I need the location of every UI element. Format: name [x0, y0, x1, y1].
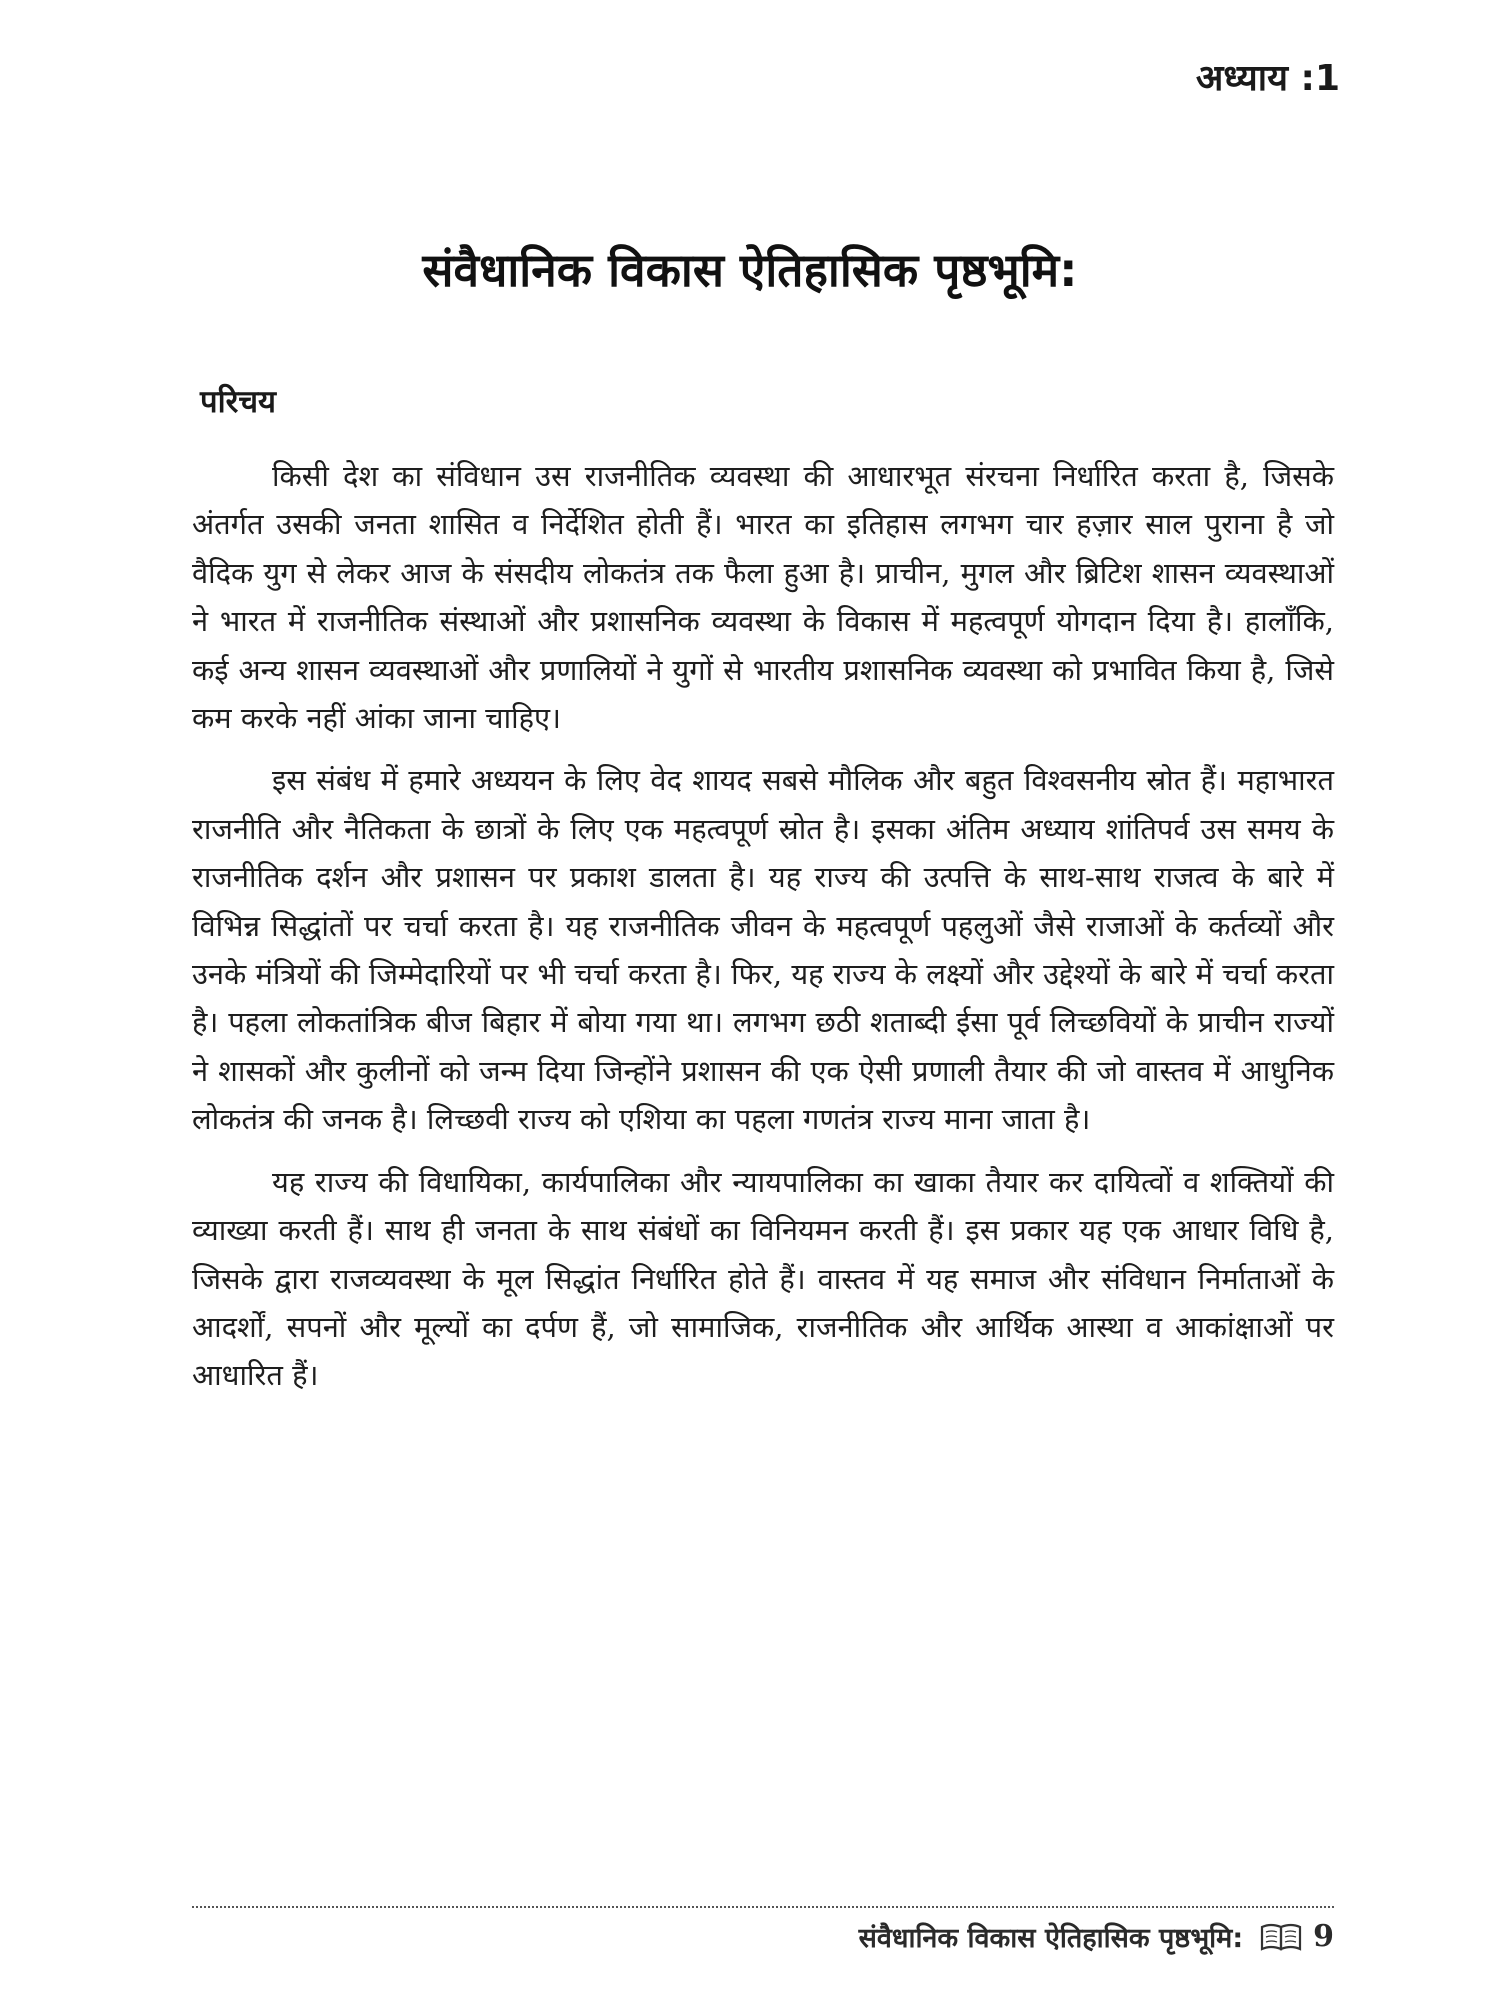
paragraph-2: इस संबंध में हमारे अध्ययन के लिए वेद शायद सबसे मौलिक और बहुत विश्वसनीय स्रोत हैं। महाभारत राजनीति और नैतिकता के छात्रों के लिए एक महत्वपूर्ण स्रोत है। इसका अंतिम अध्याय शांतिपर्व उस समय के राजनीतिक दर्शन और प्रशासन पर प्रकाश डालता है। यह राज्य की उत्पत्ति के साथ-साथ राजत्व के बारे में विभिन्न सिद्धांतों पर चर्चा करता है। यह राजनीतिक जीवन के महत्वपूर्ण पहलुओं जैसे राजाओं के कर्तव्यों और उनके मंत्रियों की जिम्मेदारियों पर भी चर्चा करता है। फिर, यह राज्य के लक्ष्यों और उद्देश्यों के बारे में चर्चा करता है। पहला लोकतांत्रिक बीज बिहार में बोया गया था। लगभग छठी शताब्दी ईसा पूर्व लिच्छवियों के प्राचीन राज्यों ने शासकों और कुलीनों को जन्म दिया जिन्होंने प्रशासन की एक ऐसी प्रणाली तैयार की जो वास्तव में आधुनिक लोकतंत्र की जनक है। लिच्छवी राज्य को एशिया का पहला गणतंत्र राज्य माना जाता है।	[192, 763, 1334, 1137]
footer-divider	[192, 1906, 1334, 1908]
page-number: 9	[1313, 1919, 1334, 1954]
chapter-label: अध्याय :1	[1195, 58, 1340, 99]
footer-running-title: संवैधानिक विकास ऐतिहासिक पृष्ठभूमि:	[858, 1923, 1244, 1954]
section-heading: परिचय	[200, 384, 276, 420]
paragraph-1: किसी देश का संविधान उस राजनीतिक व्यवस्था की आधारभूत संरचना निर्धारित करता है, जिसके अंतर्गत उसकी जनता शासित व निर्देशित होती हैं। भारत का इतिहास लगभग चार हज़ार साल पुराना है जो वैदिक युग से लेकर आज के संसदीय लोकतंत्र तक फैला हुआ है। प्राचीन, मुगल और ब्रिटिश शासन व्यवस्थाओं ने भारत में राजनीतिक संस्थाओं और प्रशासनिक व्यवस्था के विकास में महत्वपूर्ण योगदान दिया है। हालाँकि, कई अन्य शासन व्यवस्थाओं और प्रणालियों ने युगों से भारतीय प्रशासनिक व्यवस्था को प्रभावित किया है, जिसे कम करके नहीं आंका जाना चाहिए।	[192, 459, 1334, 736]
book-icon	[1259, 1922, 1303, 1952]
body-text	[192, 452, 1334, 1414]
paragraph-3: यह राज्य की विधायिका, कार्यपालिका और न्यायपालिका का खाका तैयार कर दायित्वों व शक्तियों की व्याख्या करती हैं। साथ ही जनता के साथ संबंधों का विनियमन करती हैं। इस प्रकार यह एक आधार विधि है, जिसके द्वारा राजव्यवस्था के मूल सिद्धांत निर्धारित होते हैं। वास्तव में यह समाज और संविधान निर्माताओं के आदर्शों, सपनों और मूल्यों का दर्पण हैं, जो सामाजिक, राजनीतिक और आर्थिक आस्था व आकांक्षाओं पर आधारित हैं।	[192, 1164, 1334, 1393]
page-footer	[859, 1918, 1334, 1955]
chapter-title: संवैधानिक विकास ऐतिहासिक पृष्ठभूमि:	[422, 243, 1078, 297]
